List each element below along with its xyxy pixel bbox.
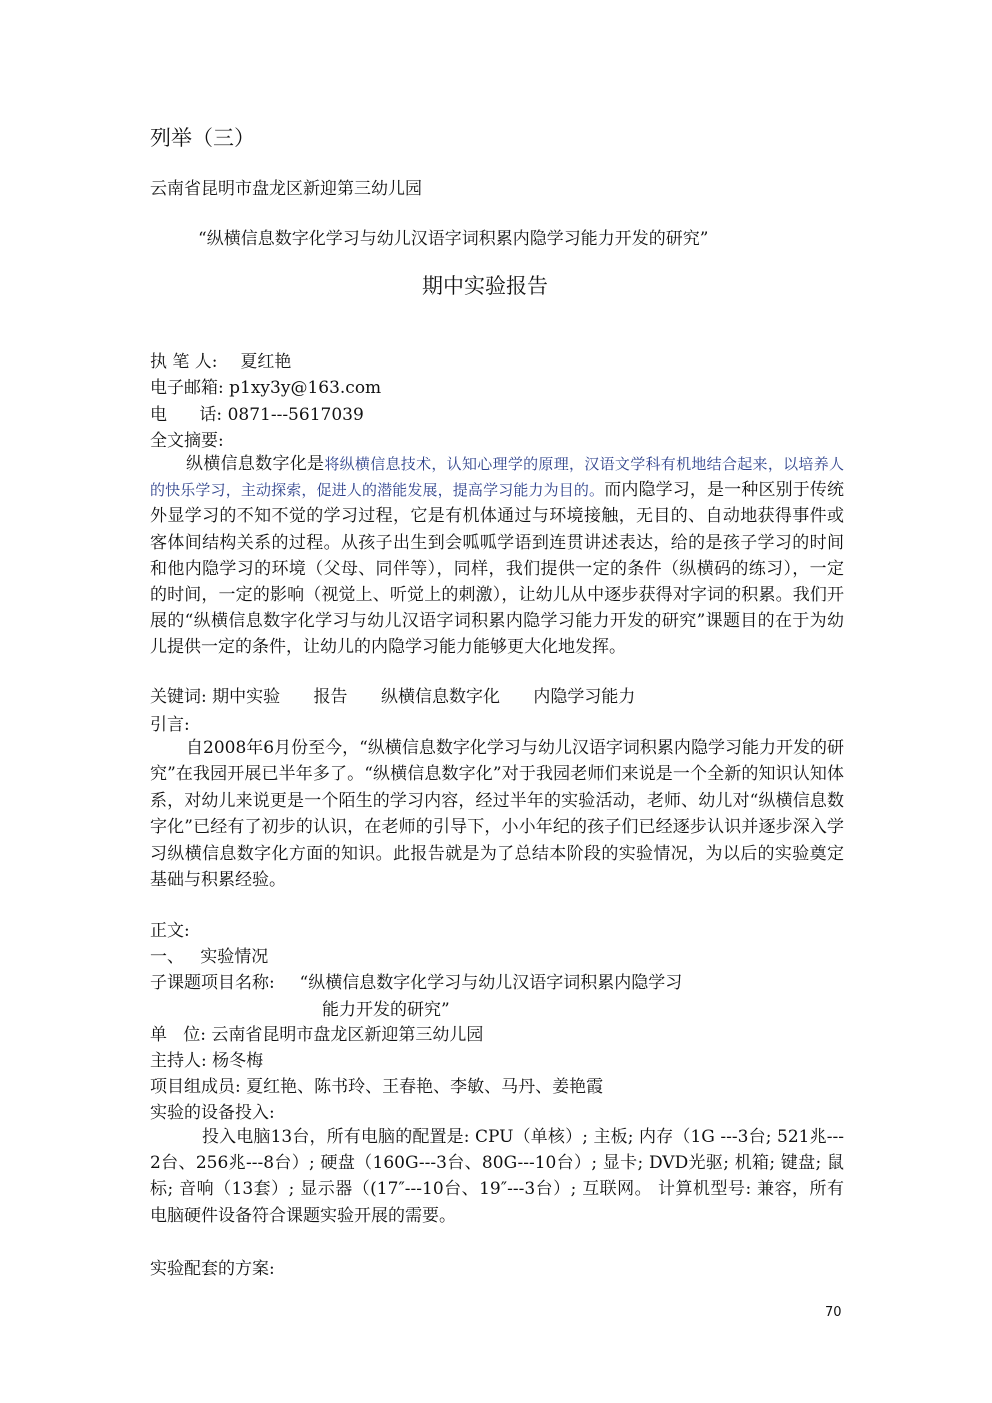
keyword: 纵横信息数字化	[380, 687, 500, 707]
author-name: 夏红艳	[240, 352, 292, 372]
unit-line: 单 位: 云南省昆明市盘龙区新迎第三幼儿园	[150, 1025, 484, 1045]
email-label: 电子邮箱:	[150, 378, 224, 398]
abstract-paragraph	[150, 451, 844, 661]
abstract-highlight: 将纵横信息技术，认知心理学的原理，汉语文学科有机地结合起来，以培养人的快乐学习，主动探索，促进人的潜能发展，提高学习能力为目的。	[150, 455, 844, 500]
phone-label: 电 话:	[150, 405, 223, 425]
intro-label: 引言:	[150, 715, 190, 735]
section-heading: 一、 实验情况	[150, 947, 269, 967]
author-label: 执 笔 人:	[150, 352, 218, 372]
abstract-label: 全文摘要:	[150, 431, 224, 451]
host-line: 主持人: 杨冬梅	[150, 1051, 264, 1071]
email-value: p1xy3y@163.com	[229, 378, 382, 398]
subject-title-line1: “纵横信息数字化学习与幼儿汉语字词积累内隐学习	[299, 973, 683, 993]
body-label: 正文:	[150, 921, 190, 941]
author-line	[150, 347, 291, 372]
keyword: 内隐学习能力	[533, 687, 636, 707]
equipment-paragraph: 投入电脑13台，所有电脑的配置是: CPU（单核）; 主板; 内存（1G ---3台; 521兆---2台、256兆---8台）; 硬盘（160G---3台、80G---10台）; 显卡; DVD光驱; 机箱; 键盘; 鼠标; 音响（13套）; 显示器（(17″---10台、19″---3台）; 互联网。 计算机型号: 兼容，所有电脑硬件设备符合课题实验开展的需要。	[150, 1127, 844, 1226]
keywords-line	[150, 684, 844, 710]
keyword: 报告	[313, 687, 348, 707]
phone-line	[150, 400, 364, 425]
subject-line	[150, 968, 682, 993]
report-title: 期中实验报告	[422, 274, 548, 298]
phone-value: 0871---5617039	[227, 405, 364, 425]
plan-label: 实验配套的方案:	[150, 1259, 275, 1279]
abstract-lead: 纵横信息数字化是	[186, 454, 325, 474]
equipment-label: 实验的设备投入:	[150, 1103, 275, 1123]
list-title: 列举（三）	[150, 126, 255, 150]
intro-paragraph: 自2008年6月份至今，“纵横信息数字化学习与幼儿汉语字词积累内隐学习能力开发的研究”在我园开展已半年多了。“纵横信息数字化”对于我园老师们来说是一个全新的知识认知体系，对幼儿来说更是一个陌生的学习内容，经过半年的实验活动，老师、幼儿对“纵横信息数字化”已经有了初步的认识，在老师的引导下，小小年纪的孩子们已经逐步认识并逐步深入学习纵横信息数字化方面的知识。此报告就是为了总结本阶段的实验情况，为以后的实验奠定基础与积累经验。	[150, 738, 844, 891]
keyword: 期中实验	[212, 687, 281, 707]
members-line: 项目组成员: 夏红艳、陈书玲、王春艳、李敏、马丹、姜艳霞	[150, 1077, 604, 1097]
subject-label: 子课题项目名称:	[150, 973, 275, 993]
research-topic: “纵横信息数字化学习与幼儿汉语字词积累内隐学习能力开发的研究”	[198, 229, 709, 249]
page-number: 70	[825, 1305, 842, 1320]
school-name: 云南省昆明市盘龙区新迎第三幼儿园	[150, 179, 422, 199]
email-line	[150, 373, 381, 398]
keywords-label: 关键词:	[150, 687, 207, 707]
abstract-rest: 而内隐学习，是一种区别于传统外显学习的不知不觉的学习过程，它是有机体通过与环境接触，无目的、自动地获得事件或客体间结构关系的过程。从孩子出生到会呱呱学语到连贯讲述表达，给的是孩子学习的时间和他内隐学习的环境（父母、同伴等），同样，我们提供一定的条件（纵横码的练习），一定的时间，一定的影响（视觉上、听觉上的刺激），让幼儿从中逐步获得对字词的积累。我们开展的“纵横信息数字化学习与幼儿汉语字词积累内隐学习能力开发的研究”课题目的在于为幼儿提供一定的条件，让幼儿的内隐学习能力能够更大化地发挥。	[150, 480, 844, 658]
subject-title-line2: 能力开发的研究”	[322, 1000, 450, 1020]
